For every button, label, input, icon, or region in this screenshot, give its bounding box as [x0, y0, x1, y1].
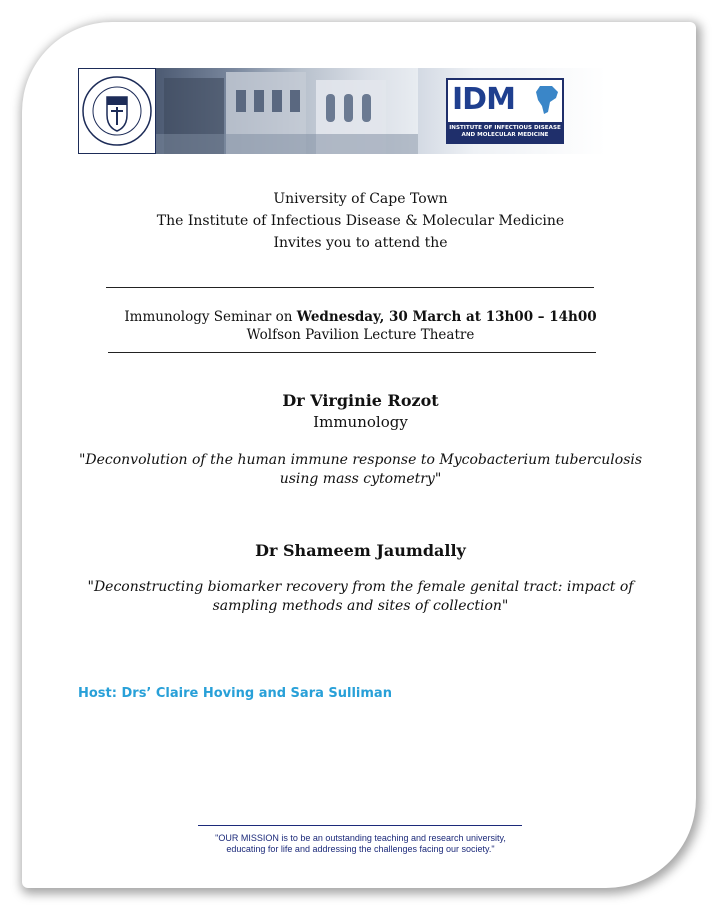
building-illustration — [156, 68, 418, 154]
seminar-venue: Wolfson Pavilion Lecture Theatre — [246, 327, 475, 343]
crest-icon — [79, 69, 155, 153]
idm-subtitle-line1: INSTITUTE OF INFECTIOUS DISEASE — [449, 125, 561, 131]
host-line: Host: Drs’ Claire Hoving and Sara Sulliman — [78, 686, 392, 701]
seminar-prefix: Immunology Seminar on — [124, 309, 297, 325]
mission-line2: educating for life and addressing the challenges facing our society." — [226, 844, 495, 854]
invite-line1: University of Cape Town — [273, 191, 448, 207]
idm-logo — [446, 78, 564, 144]
speaker-1-title-line2: using mass cytometry" — [279, 471, 442, 487]
mission-line1: "OUR MISSION is to be an outstanding teaching and research university, — [215, 833, 506, 843]
header-banner — [78, 68, 606, 154]
mission-divider — [198, 825, 522, 826]
speaker-2-title-line2: sampling methods and sites of collection" — [212, 598, 509, 614]
seminar-line — [0, 308, 721, 326]
invite-line3: Invites you to attend the — [273, 235, 448, 251]
speaker-1-title-line1: "Deconvolution of the human immune response to Mycobacterium tuberculosis — [78, 452, 643, 468]
idm-subtitle-line2: AND MOLECULAR MEDICINE — [461, 132, 549, 138]
speaker-2-title-line1: "Deconstructing biomarker recovery from the female genital tract: impact of — [87, 579, 634, 595]
speaker-2-name: Dr Shameem Jaumdally — [255, 541, 466, 560]
campus-photo — [156, 68, 418, 154]
divider-bottom — [108, 352, 596, 353]
idm-logo-subtitle — [448, 122, 562, 142]
africa-map-icon — [534, 84, 560, 116]
mission-statement — [0, 833, 721, 855]
invite-line2: The Institute of Infectious Disease & Molecular Medicine — [156, 213, 565, 229]
idm-logo-word: IDM — [452, 82, 515, 117]
speaker-1-name: Dr Virginie Rozot — [282, 391, 439, 410]
speaker-1-department: Immunology — [313, 413, 408, 431]
divider-top — [106, 287, 594, 288]
seminar-datetime: Wednesday, 30 March at 13h00 – 14h00 — [296, 309, 597, 325]
uct-crest-logo — [78, 68, 156, 154]
